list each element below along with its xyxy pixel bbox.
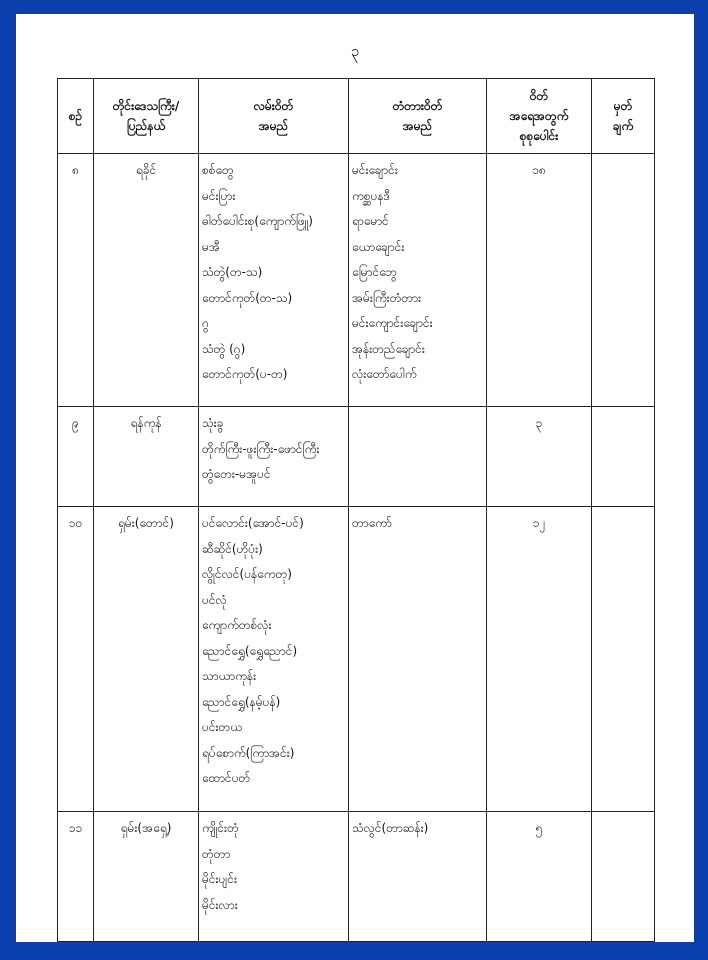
gate-name: ယောချောင်း — [352, 239, 405, 254]
gate-name: သုံးခွ — [202, 416, 224, 430]
gate-name: မြောင်ဘွေ — [352, 265, 397, 279]
gate-name: ကျိုင်းတုံ — [202, 821, 239, 835]
gate-count: ၁၈ — [487, 154, 592, 407]
land-gates-cell — [199, 407, 349, 507]
gate-name: သံတွဲ(တ-သ) — [202, 265, 263, 279]
header-no: စဉ် — [58, 79, 94, 154]
gate-name: မအီ — [202, 239, 220, 254]
region-name: ရှမ်း(အရှေ့) — [94, 812, 199, 942]
table-row — [58, 812, 655, 942]
row-number: ၉ — [58, 407, 94, 507]
header-remark: မှတ် ချက် — [592, 79, 655, 154]
row-number: ၁၁ — [58, 812, 94, 942]
gate-name: တွံတေး-မအူပင် — [202, 467, 271, 481]
gate-name: မင်းကျောင်းချောင်း — [352, 316, 433, 330]
gate-name: တောင်ကုတ်(ပ-တ) — [202, 367, 288, 381]
gate-name: တိုက်ကြီး-ဖူးကြီး-ဖောင်ကြီး — [202, 441, 320, 456]
land-gates-cell — [199, 507, 349, 812]
row-number: ၈ — [58, 154, 94, 407]
gate-name: ညောင်ရွှေ(ရွှေညောင်) — [202, 643, 298, 658]
gate-name: ကျောက်တစ်လုံး — [202, 618, 272, 632]
land-gates-cell — [199, 812, 349, 942]
gate-name: သံလွင်(တာဆန်း) — [352, 821, 429, 835]
gate-name: မိုင်းလား — [202, 897, 238, 912]
gate-name: အမ်းကြီးတံတား — [352, 290, 422, 305]
bridge-gates-cell — [349, 507, 487, 812]
gate-count: ၅ — [487, 812, 592, 942]
bridge-gates-cell — [349, 154, 487, 407]
gate-name: ပင်လုံ — [202, 592, 227, 607]
table-row — [58, 407, 655, 507]
bridge-gates-cell — [349, 812, 487, 942]
region-name: ရှမ်း(တောင်) — [94, 507, 199, 812]
gate-name: ဆီဆိုင်(ဟိုပုံး) — [202, 541, 263, 556]
table-row — [58, 154, 655, 407]
gate-name: သာယာကုန်း — [202, 669, 257, 683]
gate-name: အုန်းတည်ချောင်း — [352, 341, 425, 356]
gate-name: ညောင်ရွှေ(နမ့်ပန်) — [202, 694, 281, 709]
gate-name: ရပ်စောက်(ကြာအင်း) — [202, 745, 295, 760]
header-bridge-gate: တံတားဝိတ် အမည် — [349, 79, 487, 154]
gate-name: မင်းချောင်း — [352, 163, 398, 177]
gate-count: ၁၂ — [487, 507, 592, 812]
header-gate-count: ဝိတ် အရေအတွက် စုစုပေါင်း — [487, 79, 592, 154]
remark-cell — [592, 812, 655, 942]
page-number: ၃ — [350, 42, 360, 60]
region-name: ရခိုင် — [94, 154, 199, 407]
table-header-row — [58, 79, 655, 154]
row-number: ၁၀ — [58, 507, 94, 812]
gate-name: ဓါတ်ပေါင်းစု(ကျောက်ဖြူ) — [202, 214, 313, 228]
gate-name: စစ်တွေ — [202, 163, 234, 177]
gate-name: ထောင်ပတ် — [202, 771, 251, 785]
header-land-gate: လမ်းဝိတ် အမည် — [199, 79, 349, 154]
bridge-gates-cell — [349, 407, 487, 507]
land-gates-cell — [199, 154, 349, 407]
gate-count: ၃ — [487, 407, 592, 507]
gate-name: လုံးတော်ပေါက် — [352, 367, 417, 381]
gate-name: ပင်လောင်း(အောင်-ပင်) — [202, 516, 304, 530]
gate-name: မိုင်းပျင်း — [202, 872, 238, 886]
gate-name: ရာမောင် — [352, 214, 389, 228]
header-region: တိုင်းဒေသကြီး/ ပြည်နယ် — [94, 79, 199, 154]
table-row — [58, 507, 655, 812]
gates-table — [57, 78, 655, 942]
gate-name: တာကော် — [352, 516, 392, 530]
gate-name: တုံတာ — [202, 846, 231, 861]
remark-cell — [592, 154, 655, 407]
gate-name: ကစ္ဆပနဒီ — [352, 188, 390, 203]
gate-name: မင်းပြား — [202, 188, 236, 203]
region-name: ရန်ကုန် — [94, 407, 199, 507]
gate-name: ဂွ — [202, 316, 209, 330]
remark-cell — [592, 507, 655, 812]
remark-cell — [592, 407, 655, 507]
gate-name: သံတွဲ (ဂွ) — [202, 341, 246, 356]
gate-name: တောင်ကုတ်(တ-သ) — [202, 290, 293, 305]
document-page — [14, 12, 696, 944]
gate-name: လွိုင်လင်(ပန်ကေတု) — [202, 567, 292, 581]
gate-name: ပင်းတယ — [202, 720, 242, 734]
